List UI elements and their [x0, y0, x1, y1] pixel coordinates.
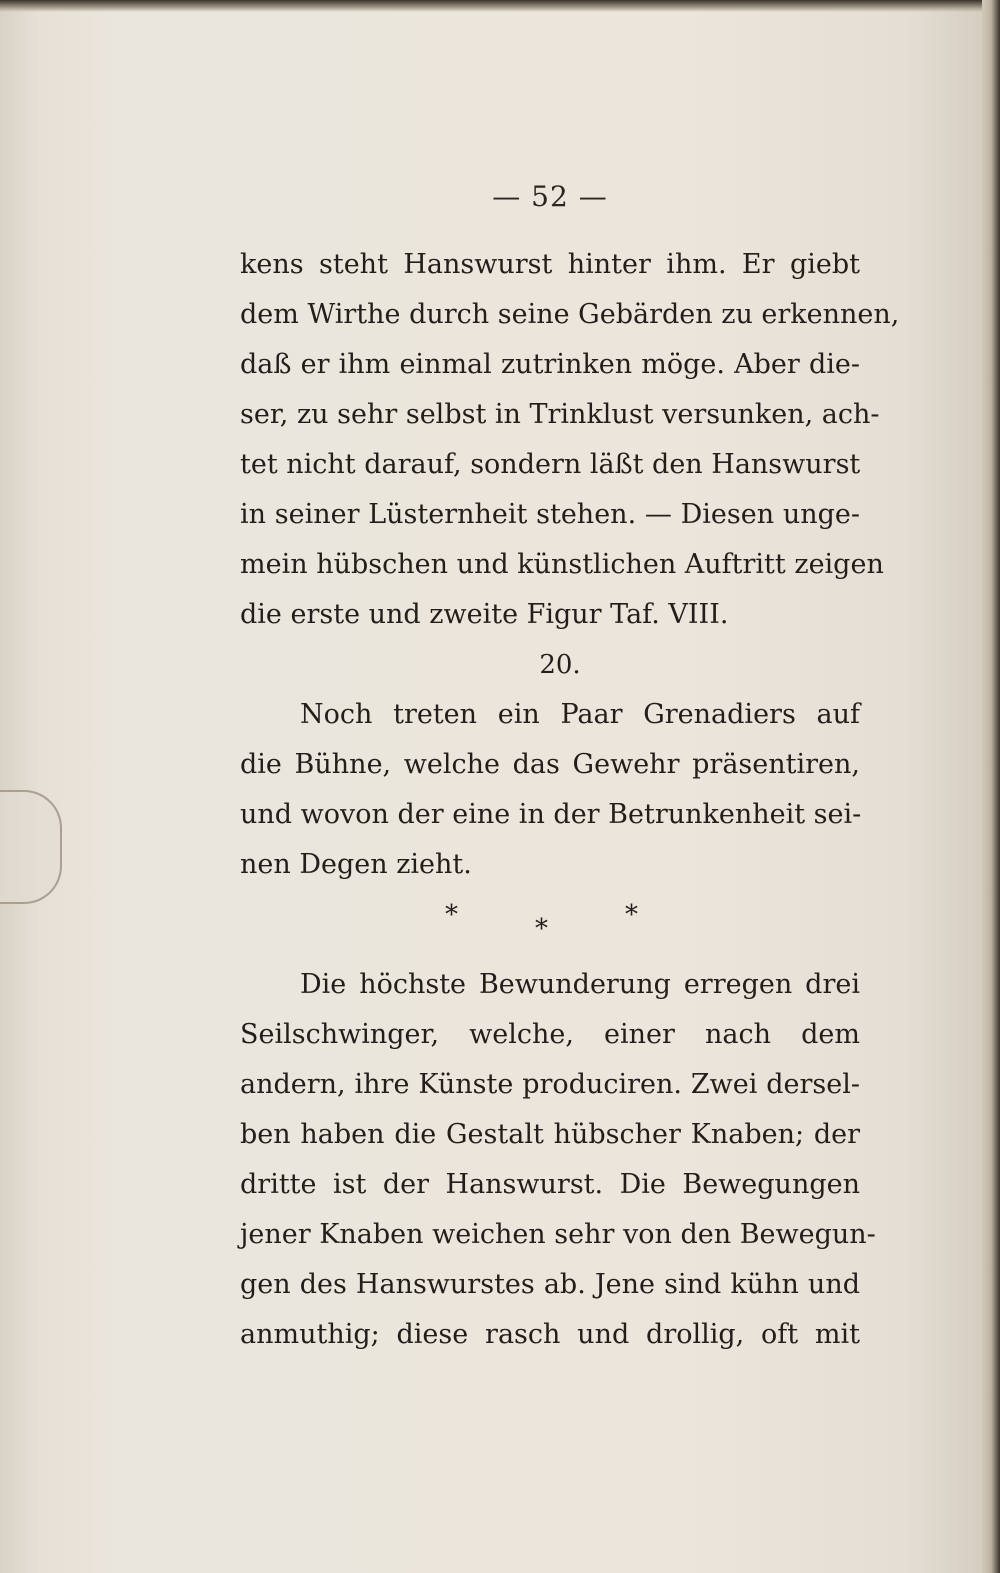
page-top-edge [0, 0, 1000, 12]
page-text [240, 240, 900, 1360]
asterisk: * [625, 900, 638, 930]
asterisk: * [535, 914, 548, 944]
text-line: die erste und zweite Figur Taf. VIII. [240, 599, 729, 630]
text-line: tet nicht darauf, sondern läßt den Hanswurst [240, 449, 861, 480]
asterisk: * [445, 900, 458, 930]
text-line: und wovon der eine in der Betrunkenheit sei- [240, 799, 862, 830]
text-line: die Bühne, welche das Gewehr präsentiren, [240, 749, 860, 780]
text-line: Seilschwinger, welche, einer nach dem [240, 1019, 860, 1050]
page-right-edge [982, 0, 1000, 1573]
text-line: dritte ist der Hanswurst. Die Bewegungen [240, 1169, 860, 1200]
text-line: gen des Hanswurstes ab. Jene sind kühn und [240, 1269, 860, 1300]
text-line: andern, ihre Künste produciren. Zwei dersel- [240, 1069, 860, 1100]
text-line: kens steht Hanswurst hinter ihm. Er giebt [240, 249, 860, 280]
paragraph-1 [240, 240, 900, 640]
text-line: Die höchste Bewunderung erregen drei [300, 969, 860, 1000]
page-tab-marker [0, 790, 62, 904]
page-number: — 52 — [492, 180, 608, 213]
text-line: in seiner Lüsternheit stehen. — Diesen unge- [240, 499, 860, 530]
text-line: dem Wirthe durch seine Gebärden zu erkennen, [240, 299, 900, 330]
section-divider [240, 890, 860, 944]
paragraph-3 [240, 960, 876, 1360]
text-line: nen Degen zieht. [240, 849, 472, 880]
text-line: mein hübschen und künstlichen Auftritt zeigen [240, 549, 884, 580]
text-line: anmuthig; diese rasch und drollig, oft mit [240, 1319, 860, 1350]
text-line: ser, zu sehr selbst in Trinklust versunken, ach- [240, 399, 880, 430]
spacer [240, 940, 860, 960]
text-line: daß er ihm einmal zutrinken möge. Aber die- [240, 349, 860, 380]
paragraph-2 [240, 690, 860, 890]
text-line: jener Knaben weichen sehr von den Bewegun- [240, 1219, 876, 1250]
text-line: ben haben die Gestalt hübscher Knaben; der [240, 1119, 860, 1150]
text-line: Noch treten ein Paar Grenadiers auf [300, 699, 860, 730]
section-number: 20. [539, 650, 581, 680]
